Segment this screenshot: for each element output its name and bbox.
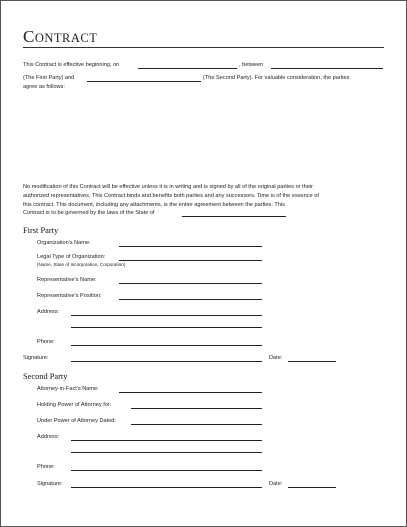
sp-date-field[interactable] bbox=[288, 487, 336, 488]
rep-name-label: Representative's Name: bbox=[37, 277, 97, 283]
sp-phone-field[interactable] bbox=[71, 470, 262, 471]
legal-type-label: Legal Type of Organization: bbox=[37, 254, 106, 260]
fp-address-label: Address: bbox=[37, 309, 60, 315]
legal-type-field[interactable] bbox=[119, 260, 262, 261]
legal-type-hint: (Name, State of Incorporation, Corporation) bbox=[37, 262, 126, 267]
org-name-field[interactable] bbox=[119, 246, 262, 247]
sp-address-label: Address: bbox=[37, 434, 60, 440]
sp-signature-field[interactable] bbox=[71, 487, 262, 488]
clause-line-1: No modification of this Contract will be effective unless it is in writing and is signed by all of the original parties or their bbox=[23, 184, 313, 190]
rep-position-field[interactable] bbox=[119, 299, 262, 300]
attorney-name-label: Attorney-in-Fact's Name: bbox=[37, 386, 99, 392]
holding-field[interactable] bbox=[131, 408, 262, 409]
sp-date-label: Date: bbox=[269, 481, 283, 487]
fp-phone-label: Phone: bbox=[37, 339, 55, 345]
page-title bbox=[23, 27, 97, 47]
fp-address-field-1[interactable] bbox=[71, 315, 262, 316]
intro-line-1-mid: , between bbox=[239, 62, 264, 68]
intro-line-2-pre: (The First Party) and bbox=[23, 75, 75, 81]
fp-date-label: Date: bbox=[269, 355, 283, 361]
fp-signature-label: Signature: bbox=[23, 355, 49, 361]
intro-line-1-pre: This Contract is effective beginning, on bbox=[23, 62, 120, 68]
holding-label: Holding Power of Attorney for: bbox=[37, 402, 112, 408]
first-party-name-field[interactable] bbox=[271, 68, 383, 69]
title-text: CONTRACT bbox=[23, 27, 98, 46]
second-party-name-field[interactable] bbox=[87, 81, 201, 82]
sp-address-field-2[interactable] bbox=[71, 452, 262, 453]
org-name-label: Organization's Name: bbox=[37, 240, 91, 246]
under-poa-label: Under Power of Attorney Dated: bbox=[37, 418, 116, 424]
clause-line-2: authorized representatives. This Contract binds and benefits both parties and any successors. Time is of the essence of bbox=[23, 193, 319, 199]
rep-name-field[interactable] bbox=[119, 283, 262, 284]
intro-line-2-post: (The Second Party). For valuable consideration, the parties bbox=[203, 75, 350, 81]
first-party-heading: First Party bbox=[23, 226, 59, 235]
fp-address-field-2[interactable] bbox=[71, 327, 262, 328]
sp-phone-label: Phone: bbox=[37, 464, 55, 470]
governing-state-field[interactable] bbox=[182, 216, 286, 217]
rep-position-label: Representative's Position: bbox=[37, 293, 102, 299]
title-rule bbox=[23, 47, 384, 48]
attorney-name-field[interactable] bbox=[119, 392, 262, 393]
under-poa-field[interactable] bbox=[131, 424, 262, 425]
sp-address-field-1[interactable] bbox=[71, 440, 262, 441]
second-party-heading: Second Party bbox=[23, 372, 68, 381]
clause-line-3: this contract. This document, including any attachments, is the entire agreement between the parties. This bbox=[23, 202, 285, 208]
sp-signature-label: Signature: bbox=[37, 481, 63, 487]
intro-line-3: agree as follows: bbox=[23, 84, 65, 90]
clause-line-4: Contract is to be governed by the laws of the State of bbox=[23, 210, 155, 216]
fp-signature-field[interactable] bbox=[71, 361, 262, 362]
effective-date-field[interactable] bbox=[138, 68, 237, 69]
fp-date-field[interactable] bbox=[288, 361, 336, 362]
fp-phone-field[interactable] bbox=[71, 345, 262, 346]
